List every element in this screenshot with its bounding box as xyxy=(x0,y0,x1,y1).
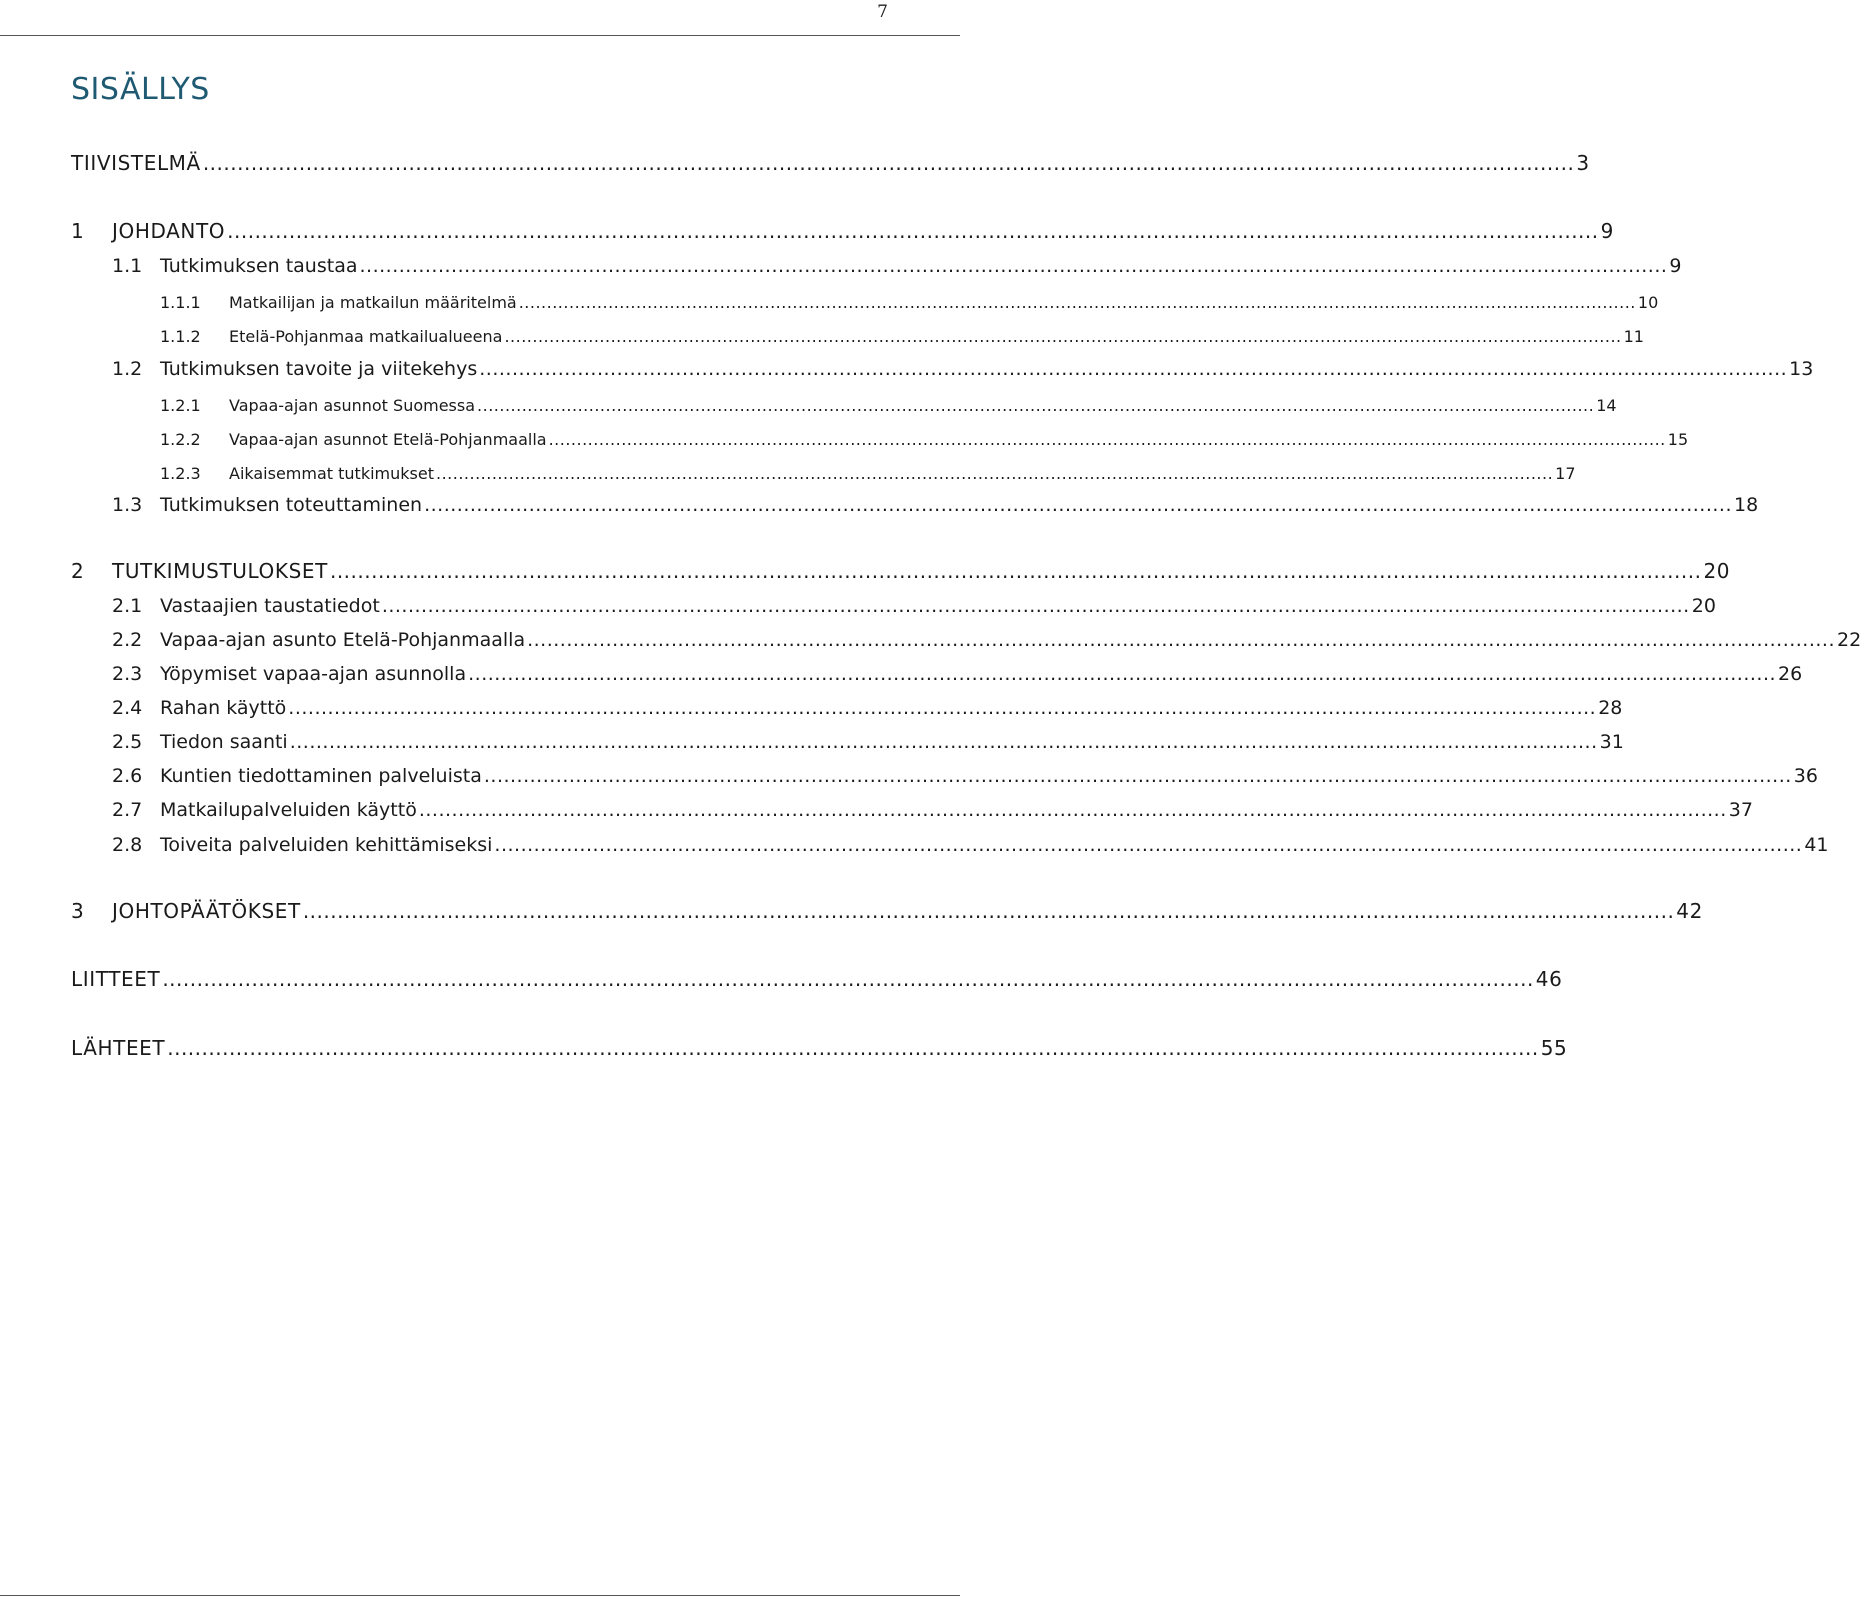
page-number: 7 xyxy=(877,2,888,22)
toc-leader-dots: ........................................................................................................................................................................................................ xyxy=(479,358,1788,380)
toc-entry-title: Vapaa-ajan asunnot Etelä-Pohjanmaalla xyxy=(229,430,547,449)
toc-leader-dots: ........................................................................................................................................................................................................ xyxy=(424,494,1732,516)
toc-entry-page: 20 xyxy=(1703,559,1731,583)
toc-leader-dots: ........................................................................................................................................................................................................ xyxy=(504,327,1622,346)
toc-leader-dots: ........................................................................................................................................................................................................ xyxy=(483,765,1792,787)
toc-leader-dots: ........................................................................................................................................................................................................ xyxy=(202,151,1575,175)
toc-entry-number: 1 xyxy=(71,219,85,243)
toc-entry[interactable] xyxy=(0,486,1759,520)
toc-entry-page: 9 xyxy=(1600,219,1614,243)
toc-entry-number: 2.1 xyxy=(112,595,143,617)
toc-entry-title: Yöpymiset vapaa-ajan asunnolla xyxy=(160,663,467,685)
toc-entry-number: 1.2.1 xyxy=(160,396,201,415)
toc-entry-number: 1.2 xyxy=(112,358,143,380)
toc-leader-dots: ........................................................................................................................................................................................................ xyxy=(418,799,1727,821)
toc-entry-page: 15 xyxy=(1667,430,1689,449)
toc-entry-page: 42 xyxy=(1676,899,1703,923)
toc-entry[interactable] xyxy=(0,893,1703,927)
toc-entry-number: 2.6 xyxy=(112,765,143,787)
toc-entry[interactable] xyxy=(0,826,1829,860)
toc-entry[interactable] xyxy=(0,350,1814,384)
toc-entry-page: 55 xyxy=(1540,1036,1568,1060)
toc-leader-dots: ........................................................................................................................................................................................................ xyxy=(435,464,1554,483)
toc-entry-title: JOHTOPÄÄTÖKSET xyxy=(112,899,301,923)
toc-entry-page: 3 xyxy=(1576,151,1590,175)
toc-entry-title: LÄHTEET xyxy=(71,1036,166,1060)
toc-entry-title: TIIVISTELMÄ xyxy=(71,151,201,175)
toc-entry-title: LIITTEET xyxy=(71,967,161,991)
toc-entry-number: 1.2.2 xyxy=(160,430,201,449)
header-rule xyxy=(0,35,960,36)
toc-entry[interactable] xyxy=(0,453,1576,487)
toc-entry-title: Vapaa-ajan asunto Etelä-Pohjanmaalla xyxy=(160,629,526,651)
toc-entry-title: Vapaa-ajan asunnot Suomessa xyxy=(229,396,476,415)
toc-entry-title: Tiedon saanti xyxy=(160,731,288,753)
toc-entry-page: 18 xyxy=(1734,494,1759,516)
toc-entry[interactable] xyxy=(0,791,1753,825)
toc-entry[interactable] xyxy=(0,419,1689,453)
toc-entry-title: Kuntien tiedottaminen palveluista xyxy=(160,765,482,787)
page-title: SISÄLLYS xyxy=(71,72,210,107)
toc-entry[interactable] xyxy=(0,723,1624,757)
toc-entry-page: 36 xyxy=(1793,765,1818,787)
toc-entry-page: 13 xyxy=(1789,358,1814,380)
toc-entry-number: 1.2.3 xyxy=(160,464,201,483)
toc-entry[interactable] xyxy=(0,587,1716,621)
toc-entry-number: 2.3 xyxy=(112,663,143,685)
toc-entry[interactable] xyxy=(0,213,1614,247)
toc-entry-title: Etelä-Pohjanmaa matkailualueena xyxy=(229,327,503,346)
toc-entry-page: 20 xyxy=(1691,595,1716,617)
toc-entry-number: 2.2 xyxy=(112,629,143,651)
toc-entry-title: Vastaajien taustatiedot xyxy=(160,595,380,617)
toc-entry-number: 2.8 xyxy=(112,834,143,856)
toc-entry-page: 22 xyxy=(1837,629,1861,651)
toc-entry[interactable] xyxy=(0,621,1861,655)
toc-leader-dots: ........................................................................................................................................................................................................ xyxy=(167,1036,1539,1060)
toc-leader-dots: ........................................................................................................................................................................................................ xyxy=(288,697,1597,719)
toc-entry-number: 1.1.2 xyxy=(160,327,201,346)
toc-leader-dots: ........................................................................................................................................................................................................ xyxy=(468,663,1777,685)
toc-entry-number: 2.7 xyxy=(112,799,143,821)
toc-entry-number: 2.4 xyxy=(112,697,143,719)
toc-entry-title: JOHDANTO xyxy=(112,219,226,243)
toc-entry[interactable] xyxy=(0,385,1617,419)
toc-entry[interactable] xyxy=(0,553,1731,587)
toc-entry-page: 26 xyxy=(1778,663,1803,685)
toc-entry-page: 28 xyxy=(1598,697,1623,719)
toc-entry-page: 17 xyxy=(1555,464,1576,483)
toc-leader-dots: ........................................................................................................................................................................................................ xyxy=(227,219,1599,243)
toc-entry-page: 14 xyxy=(1596,396,1617,415)
toc-entry-page: 10 xyxy=(1637,293,1659,312)
toc-entry-number: 1.1.1 xyxy=(160,293,201,312)
toc-entry-title: TUTKIMUSTULOKSET xyxy=(112,559,328,583)
toc-leader-dots: ........................................................................................................................................................................................................ xyxy=(527,629,1836,651)
toc-entry-number: 3 xyxy=(71,899,85,923)
toc-entry-page: 9 xyxy=(1669,255,1682,277)
toc-entry[interactable] xyxy=(0,247,1682,281)
toc-entry-title: Tutkimuksen tavoite ja viitekehys xyxy=(160,358,478,380)
toc-entry[interactable] xyxy=(0,1030,1568,1064)
toc-leader-dots: ........................................................................................................................................................................................................ xyxy=(162,967,1534,991)
toc-entry-title: Matkailupalveluiden käyttö xyxy=(160,799,417,821)
toc-entry-number: 2.5 xyxy=(112,731,143,753)
toc-entry-title: Tutkimuksen taustaa xyxy=(160,255,358,277)
toc-leader-dots: ........................................................................................................................................................................................................ xyxy=(518,293,1636,312)
toc-entry[interactable] xyxy=(0,757,1818,791)
toc-entry-title: Tutkimuksen toteuttaminen xyxy=(160,494,423,516)
toc-entry-number: 2 xyxy=(71,559,85,583)
toc-entry[interactable] xyxy=(0,655,1803,689)
toc-leader-dots: ........................................................................................................................................................................................................ xyxy=(359,255,1668,277)
toc-entry[interactable] xyxy=(0,961,1563,995)
toc-leader-dots: ........................................................................................................................................................................................................ xyxy=(381,595,1690,617)
toc-entry-title: Aikaisemmat tutkimukset xyxy=(229,464,434,483)
toc-entry-title: Matkailijan ja matkailun määritelmä xyxy=(229,293,517,312)
toc-leader-dots: ........................................................................................................................................................................................................ xyxy=(302,899,1675,923)
toc-entry[interactable] xyxy=(0,316,1644,350)
toc-entry[interactable] xyxy=(0,689,1623,723)
toc-entry-page: 41 xyxy=(1804,834,1829,856)
toc-entry-page: 11 xyxy=(1623,327,1644,346)
toc-entry-number: 1.3 xyxy=(112,494,143,516)
toc-entry-page: 46 xyxy=(1535,967,1563,991)
toc-entry[interactable] xyxy=(0,282,1659,316)
footer-rule xyxy=(0,1595,960,1596)
toc-entry-page: 31 xyxy=(1599,731,1624,753)
toc-entry-title: Rahan käyttö xyxy=(160,697,287,719)
toc-entry-title: Toiveita palveluiden kehittämiseksi xyxy=(160,834,493,856)
toc-leader-dots: ........................................................................................................................................................................................................ xyxy=(477,396,1595,415)
toc-entry-number: 1.1 xyxy=(112,255,143,277)
toc-leader-dots: ........................................................................................................................................................................................................ xyxy=(289,731,1598,753)
toc-leader-dots: ........................................................................................................................................................................................................ xyxy=(329,559,1702,583)
toc-entry[interactable] xyxy=(0,145,1590,179)
toc-leader-dots: ........................................................................................................................................................................................................ xyxy=(494,834,1803,856)
toc-entry-page: 37 xyxy=(1728,799,1753,821)
toc-leader-dots: ........................................................................................................................................................................................................ xyxy=(548,430,1666,449)
